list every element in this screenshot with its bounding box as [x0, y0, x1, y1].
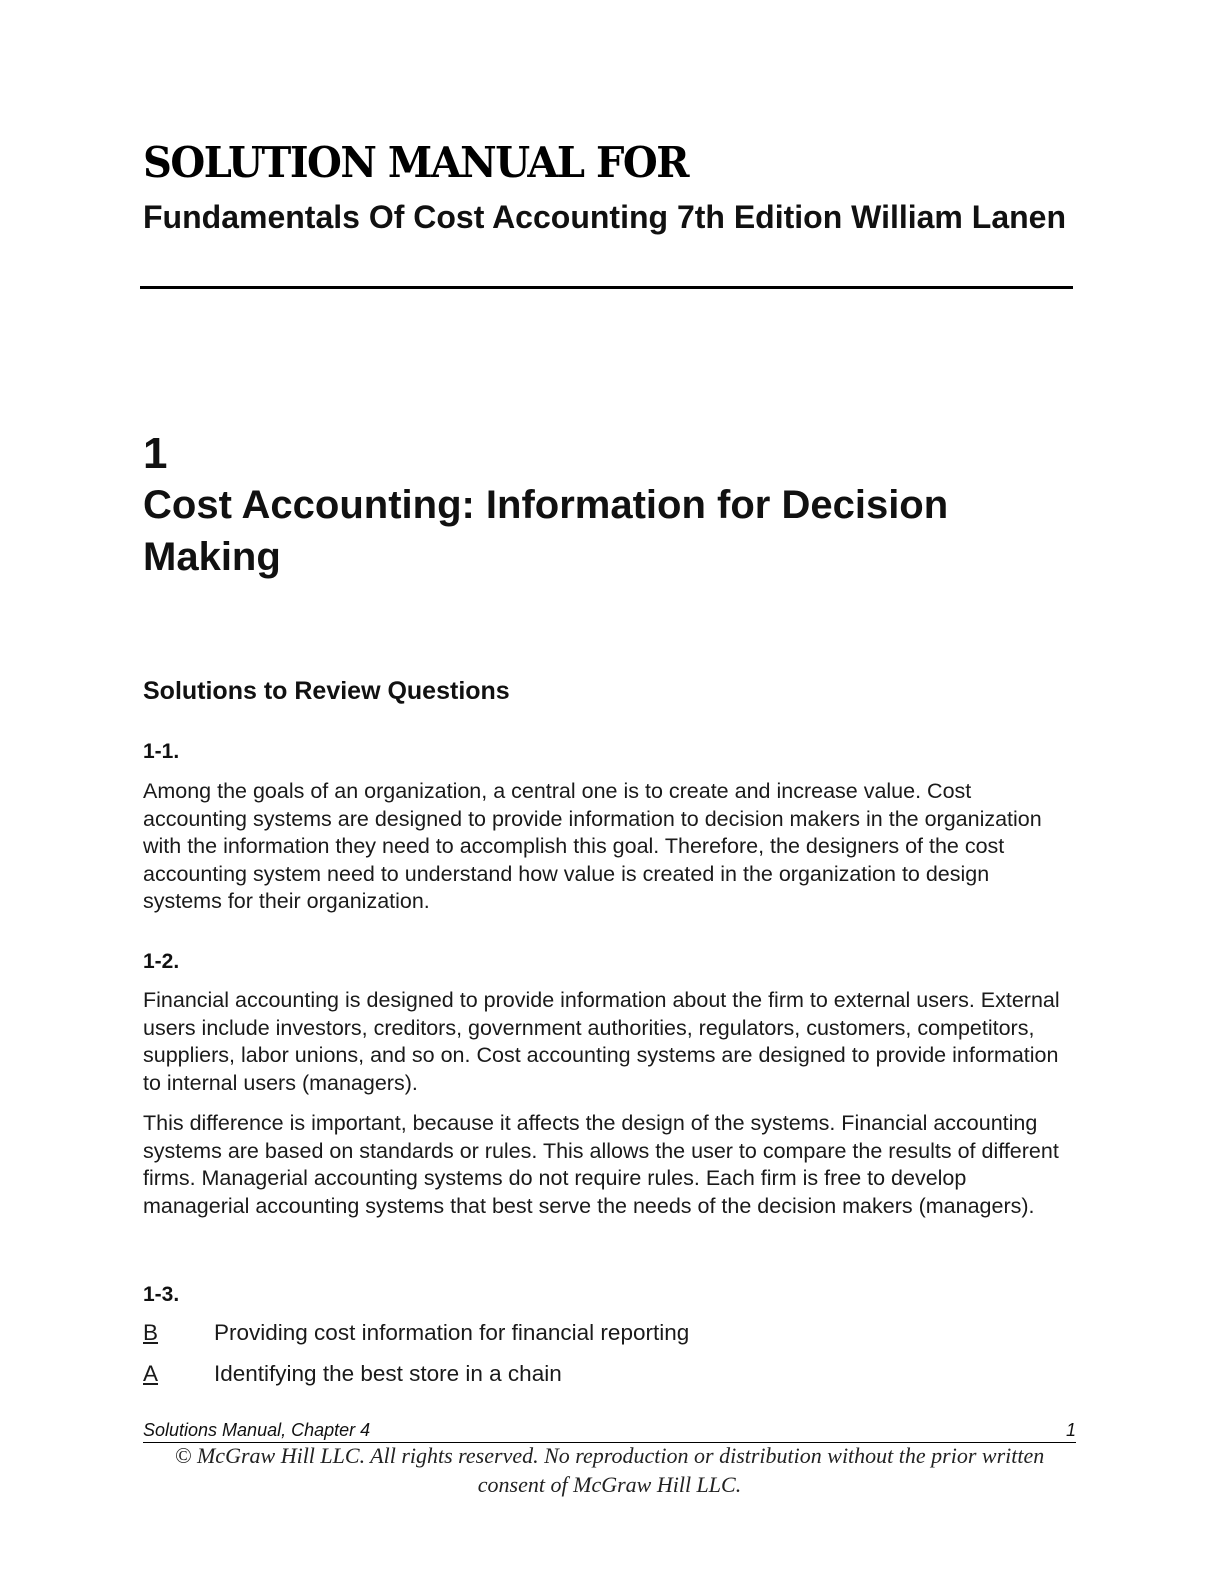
chapter-number: 1 — [143, 429, 168, 478]
answer-paragraph: Among the goals of an organization, a central one is to create and increase value. Cost accounting systems are designed to provide information to decision makers in the organization with the information they need to accomplish this goal. Therefore, the designers of the cost accounting system need to understand how value is created in the organization to design systems for their organization. — [143, 779, 1042, 913]
title-divider — [140, 286, 1073, 289]
footer-chapter-label: Solutions Manual, Chapter 4 — [143, 1420, 371, 1440]
section-heading: Solutions to Review Questions — [143, 677, 510, 705]
answer-paragraph: Financial accounting is designed to provide information about the firm to external users. External users include investors, creditors, government authorities, regulators, customers, competitors, suppliers, labor unions, and so on. Cost accounting systems are designed to provide information to internal users (managers). — [143, 988, 1060, 1095]
question-label-1-2: 1-2. — [143, 950, 180, 973]
answer-text: Identifying the best store in a chain — [214, 1361, 562, 1386]
solution-manual-label: SOLUTION MANUAL FOR — [143, 138, 688, 188]
chapter-title: Cost Accounting: Information for Decision Making — [143, 483, 949, 579]
book-title: Fundamentals Of Cost Accounting 7th Edition William Lanen — [143, 199, 1066, 235]
page-number: 1 — [1065, 1420, 1076, 1440]
answer-letter: A — [143, 1361, 159, 1386]
answer-text: Providing cost information for financial reporting — [214, 1320, 690, 1345]
question-label-1-1: 1-1. — [143, 740, 180, 763]
page-footer — [143, 1418, 1076, 1443]
answer-letter: B — [143, 1320, 159, 1345]
answer-paragraph: This difference is important, because it affects the design of the systems. Financial accounting systems are based on standards or rules. This allows the user to compare the results of different firms. Managerial accounting systems do not require rules. Each firm is free to develop managerial accounting systems that best serve the needs of the decision makers (managers). — [143, 1111, 1059, 1218]
question-label-1-3: 1-3. — [143, 1283, 180, 1306]
list-item — [143, 1318, 1073, 1348]
copyright-notice: © McGraw Hill LLC. All rights reserved. No reproduction or distribution without the prior written consent of McGraw Hill LLC. — [174, 1443, 1045, 1497]
list-item — [143, 1359, 1073, 1389]
